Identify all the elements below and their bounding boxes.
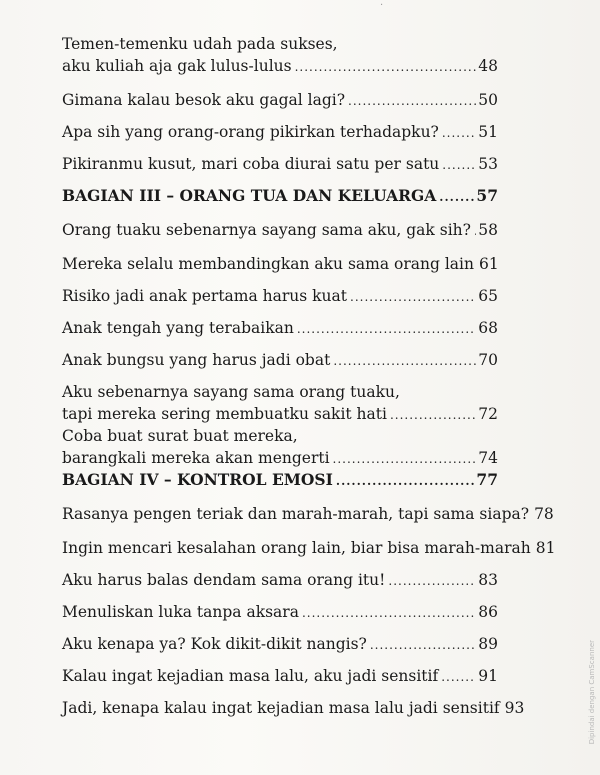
toc-line xyxy=(62,470,498,490)
toc-entry xyxy=(62,122,498,142)
toc-line xyxy=(62,666,498,686)
toc-entry xyxy=(62,666,498,686)
entry-title: Anak tengah yang terabaikan xyxy=(62,319,294,337)
entry-title: Rasanya pengen teriak dan marah-marah, tapi sama siapa? xyxy=(62,505,530,523)
entry-title: Apa sih yang orang-orang pikirkan terhadapku? xyxy=(62,123,439,141)
toc-line xyxy=(62,254,498,274)
entry-title: Gimana kalau besok aku gagal lagi? xyxy=(62,91,346,109)
toc-entry xyxy=(62,504,554,524)
leader-dots xyxy=(333,449,477,469)
page-number: 86 xyxy=(478,603,498,621)
page-number: 70 xyxy=(478,351,498,369)
leader-dots xyxy=(388,571,476,591)
toc-line xyxy=(62,448,498,468)
entry-title: BAGIAN IV – KONTROL EMOSI xyxy=(62,470,333,489)
page-number: 48 xyxy=(478,57,498,75)
page-number: 91 xyxy=(478,667,498,685)
page-number: 51 xyxy=(478,123,498,141)
entry-title: Ingin mencari kesalahan orang lain, biar bisa marah-marah xyxy=(62,539,531,557)
toc-line xyxy=(62,602,498,622)
leader-dots xyxy=(442,155,476,175)
leader-dots xyxy=(302,603,476,623)
entry-title: tapi mereka sering membuatku sakit hati xyxy=(62,405,387,423)
entry-title: Orang tuaku sebenarnya sayang sama aku, gak sih? xyxy=(62,221,471,239)
leader-dots xyxy=(439,187,474,207)
page-number: 77 xyxy=(476,470,498,489)
leader-dots xyxy=(350,287,476,307)
toc-line xyxy=(62,318,498,338)
entry-title: Temen-temenku udah pada sukses, xyxy=(62,35,338,53)
leader-dots xyxy=(336,471,475,491)
toc-entry xyxy=(62,34,498,76)
toc-entry xyxy=(62,90,498,110)
toc-line xyxy=(62,698,525,718)
toc-line xyxy=(62,186,498,206)
page-number: 50 xyxy=(478,91,498,109)
page-number: 61 xyxy=(478,255,499,273)
scanner-watermark: Dipindai dengan CamScanner xyxy=(588,640,596,745)
page-number: 72 xyxy=(478,405,498,423)
toc-entry xyxy=(62,154,498,174)
toc-line xyxy=(62,56,498,76)
toc-entry xyxy=(62,634,498,654)
page-number: 68 xyxy=(478,319,498,337)
leader-dots xyxy=(297,319,476,339)
toc-line xyxy=(62,404,498,424)
toc-entry xyxy=(62,382,498,424)
toc-entry xyxy=(62,254,498,274)
leader-dots xyxy=(370,635,476,655)
toc-line xyxy=(62,154,498,174)
toc-line xyxy=(62,382,498,402)
toc-entry xyxy=(62,318,498,338)
page-number: 74 xyxy=(478,449,498,467)
entry-title: Risiko jadi anak pertama harus kuat xyxy=(62,287,348,305)
leader-dots xyxy=(295,57,477,77)
chapter-heading xyxy=(62,186,498,206)
page-number: 83 xyxy=(478,571,498,589)
chapter-heading xyxy=(62,470,498,490)
toc-line xyxy=(62,220,498,240)
leader-dots xyxy=(442,123,476,143)
entry-title: Coba buat surat buat mereka, xyxy=(62,427,298,445)
toc-entry xyxy=(62,426,498,468)
page-number: 58 xyxy=(478,221,498,239)
entry-title: barangkali mereka akan mengerti xyxy=(62,449,330,467)
leader-dots xyxy=(441,667,476,687)
toc-line xyxy=(62,570,498,590)
entry-title: Jadi, kenapa kalau ingat kejadian masa lalu jadi sensitif xyxy=(62,699,500,717)
toc-entry xyxy=(62,220,498,240)
leader-dots xyxy=(348,91,476,111)
leader-dots xyxy=(474,221,476,241)
page-number: 57 xyxy=(476,186,498,205)
page-number: 53 xyxy=(478,155,498,173)
entry-title: Menuliskan luka tanpa aksara xyxy=(62,603,299,621)
toc-line xyxy=(62,350,498,370)
entry-title: aku kuliah aja gak lulus-lulus xyxy=(62,57,292,75)
entry-title: Aku sebenarnya sayang sama orang tuaku, xyxy=(62,383,400,401)
entry-title: Aku harus balas dendam sama orang itu! xyxy=(62,571,386,589)
toc-entry xyxy=(62,602,498,622)
entry-title: Pikiranmu kusut, mari coba diurai satu per satu xyxy=(62,155,440,173)
toc-line xyxy=(62,90,498,110)
toc-line xyxy=(62,504,554,524)
top-mark: · xyxy=(380,0,384,11)
toc-entry xyxy=(62,698,525,718)
leader-dots xyxy=(333,351,476,371)
toc-line xyxy=(62,34,498,54)
page-number: 78 xyxy=(534,505,554,523)
page-number: 89 xyxy=(478,635,498,653)
toc-entry xyxy=(62,570,498,590)
toc-entry xyxy=(62,350,498,370)
entry-title: BAGIAN III – ORANG TUA DAN KELUARGA xyxy=(62,186,437,205)
toc-line xyxy=(62,122,498,142)
entry-title: Mereka selalu membandingkan aku sama orang lain xyxy=(62,255,474,273)
toc-line xyxy=(62,426,498,446)
entry-title: Kalau ingat kejadian masa lalu, aku jadi sensitif xyxy=(62,667,439,685)
toc-line xyxy=(62,634,498,654)
entry-title: Aku kenapa ya? Kok dikit-dikit nangis? xyxy=(62,635,367,653)
page-number: 81 xyxy=(535,539,556,557)
page-number: 65 xyxy=(478,287,498,305)
entry-title: Anak bungsu yang harus jadi obat xyxy=(62,351,331,369)
page-number: 93 xyxy=(504,699,525,717)
toc-line xyxy=(62,538,556,558)
toc-line xyxy=(62,286,498,306)
leader-dots xyxy=(390,405,476,425)
toc-entry xyxy=(62,538,556,558)
toc-entry xyxy=(62,286,498,306)
